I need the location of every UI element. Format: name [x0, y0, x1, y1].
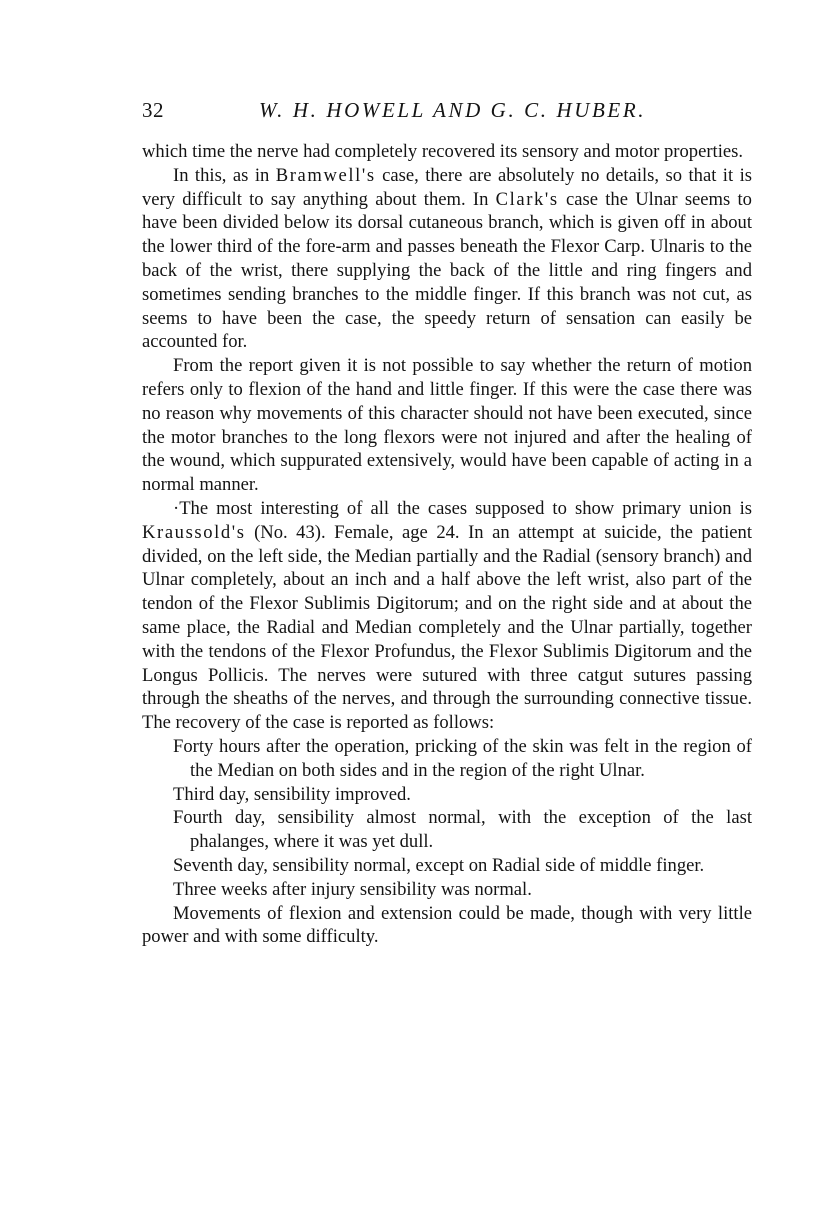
running-head: [142, 98, 752, 132]
paragraph-bramwell-clark: [142, 164, 752, 354]
paragraph-motion: From the report given it is not possible to say whether the return of motion refers only to flexion of the hand and little finger. If this were the case there was no reason why movements of this character should not have been executed, since the motor branches to the long flexors were not injured and after the healing of the wound, which suppurated extensively, would have been capable of acting in a normal manner.: [142, 355, 752, 496]
recovery-entry: Three weeks after injury sensibility was normal.: [173, 878, 532, 900]
paragraph-text: In this, as in: [173, 164, 276, 186]
running-title: W. H. HOWELL AND G. C. HUBER.: [259, 98, 647, 122]
paragraph-kraussold: [142, 497, 752, 735]
paragraph-closing: Movements of flexion and extension could be made, though with very little power and with some difficulty.: [142, 902, 752, 948]
recovery-entry: Fourth day, sensibility almost normal, with the exception of the last phalanges, where it was yet dull.: [173, 807, 752, 853]
body-text: [142, 140, 752, 949]
paragraph-text: case the Ulnar seems to have been divided below its dorsal cutaneous branch, which is given off in about the lower third of the fore-arm and passes beneath the Flexor Carp. Ulnaris to the back of the wrist, there supplying the back of the little and ring fingers and sometimes sending branches to the middle finger. If this branch was not cut, as seems to have been the case, the speedy return of sensation can easily be accounted for.: [142, 188, 752, 353]
journal-page: [142, 98, 752, 949]
author-name-kraussold: Kraussold's: [142, 521, 246, 543]
recovery-list: [142, 735, 752, 902]
paragraph-text: ·The most interesting of all the cases supposed to show primary union is: [173, 497, 752, 519]
paragraph-continuation: which time the nerve had completely recovered its sensory and motor properties.: [142, 141, 744, 162]
paragraph-text: case, there are absolutely no details, so that it is very difficult to say anything about them. In: [142, 164, 752, 210]
recovery-entry: Forty hours after the operation, pricking of the skin was felt in the region of the Median on both sides and in the region of the right Ulnar.: [173, 735, 752, 781]
paragraph-text: (No. 43). Female, age 24. In an attempt at suicide, the patient divided, on the left side, the Median partially and the Radial (sensory branch) and Ulnar completely, about an inch and a half above the left wrist, also part of the tendon of the Flexor Sublimis Digitorum; and on the right side and at about the same place, the Radial and Median completely and the Ulnar partially, together with the tendons of the Flexor Profundus, the Flexor Sublimis Digitorum and the Longus Pollicis. The nerves were sutured with three catgut sutures passing through the sheaths of the nerves, and through the surrounding connective tissue. The recovery of the case is reported as follows:: [142, 521, 752, 734]
recovery-entry: Seventh day, sensibility normal, except on Radial side of middle finger.: [173, 854, 705, 876]
page-number: 32: [142, 98, 164, 122]
recovery-entry: Third day, sensibility improved.: [173, 783, 411, 805]
author-name-bramwell: Bramwell's: [275, 164, 376, 186]
author-name-clark: Clark's: [495, 188, 559, 210]
